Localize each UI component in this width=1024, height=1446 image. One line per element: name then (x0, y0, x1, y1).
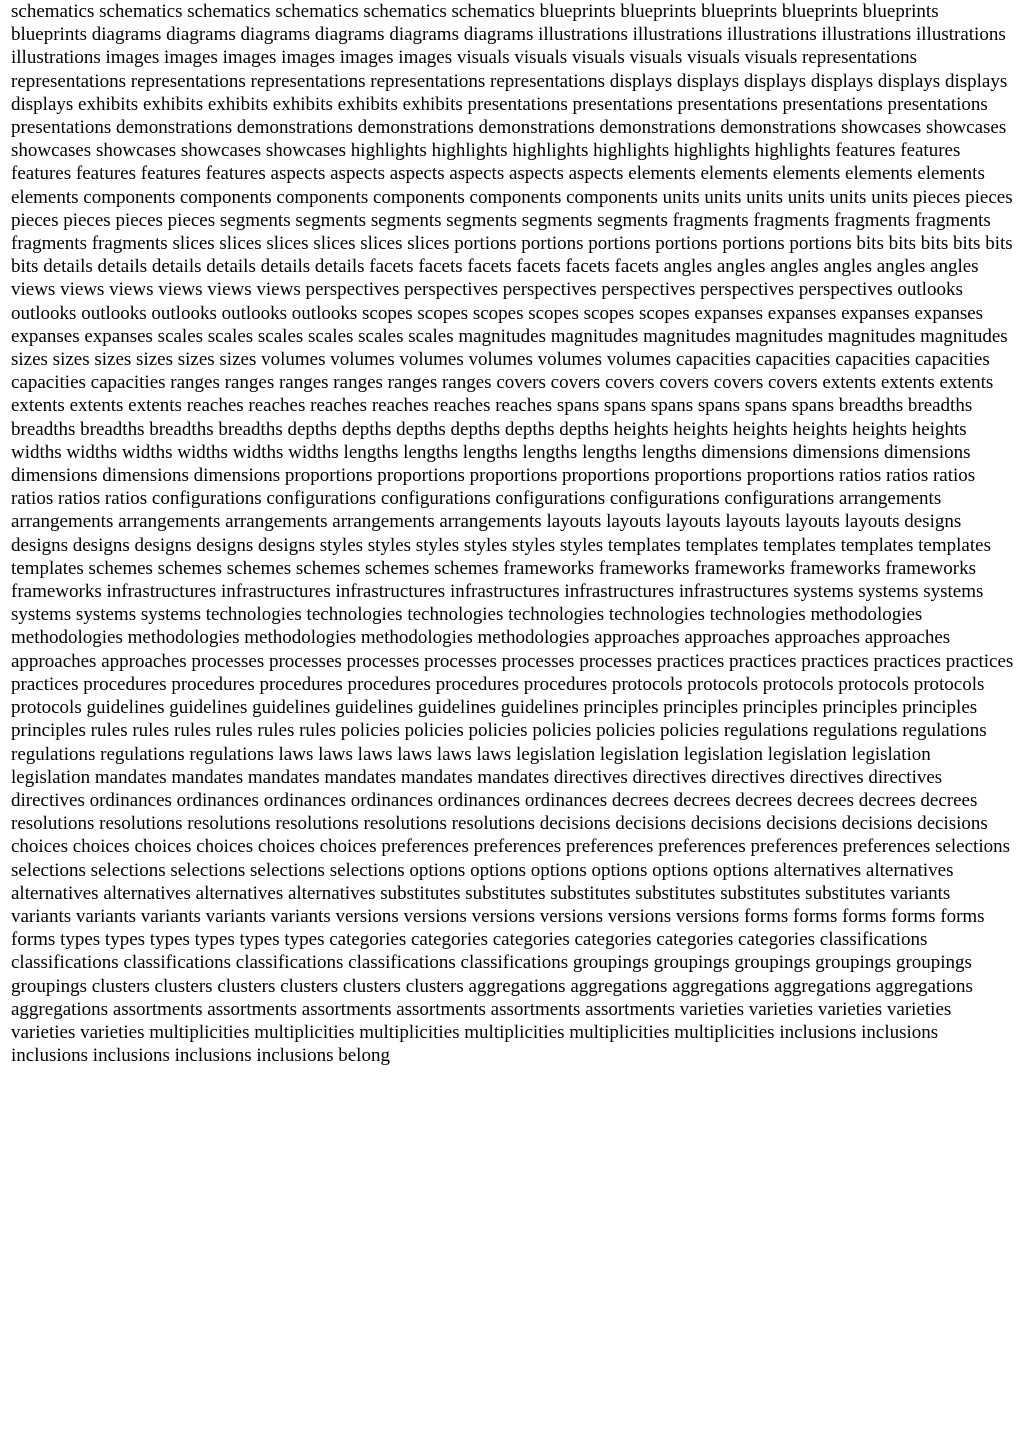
body-text: schematics schematics schematics schematics schematics schematics blueprints blueprints blueprints blueprints blueprints blueprints diagrams diagrams diagrams diagrams diagrams diagrams illustrations illustrations illustrations illustrations illustrations illustrations images images images images images images visuals visuals visuals visuals visuals visuals representations representations representations representations representations representations displays displays displays displays displays displays displays exhibits exhibits exhibits exhibits exhibits exhibits presentations presentations presentations presentations presentations presentations demonstrations demonstrations demonstrations demonstrations demonstrations demonstrations showcases showcases showcases showcases showcases showcases highlights highlights highlights highlights highlights highlights features features features features features features aspects aspects aspects aspects aspects aspects elements elements elements elements elements elements components components components components components components units units units units units units pieces pieces pieces pieces pieces pieces segments segments segments segments segments segments fragments fragments fragments fragments fragments fragments slices slices slices slices slices slices portions portions portions portions portions portions bits bits bits bits bits bits details details details details details details facets facets facets facets facets facets angles angles angles angles angles angles views views views views views views perspectives perspectives perspectives perspectives perspectives perspectives outlooks outlooks outlooks outlooks outlooks outlooks scopes scopes scopes scopes scopes scopes expanses expanses expanses expanses expanses expanses scales scales scales scales scales scales magnitudes magnitudes magnitudes magnitudes magnitudes magnitudes sizes sizes sizes sizes sizes sizes volumes volumes volumes volumes volumes volumes capacities capacities capacities capacities capacities capacities ranges ranges ranges ranges ranges ranges covers covers covers covers covers covers extents extents extents extents extents extents reaches reaches reaches reaches reaches reaches spans spans spans spans spans spans breadths breadths breadths breadths breadths breadths depths depths depths depths depths depths heights heights heights heights heights heights widths widths widths widths widths widths lengths lengths lengths lengths lengths lengths dimensions dimensions dimensions dimensions dimensions dimensions proportions proportions proportions proportions proportions proportions ratios ratios ratios ratios ratios ratios configurations configurations configurations configurations configurations configurations arrangements arrangements arrangements arrangements arrangements arrangements layouts layouts layouts layouts layouts layouts designs designs designs designs designs designs styles styles styles styles styles styles templates templates templates templates templates templates schemes schemes schemes schemes schemes schemes frameworks frameworks frameworks frameworks frameworks frameworks infrastructures infrastructures infrastructures infrastructures infrastructures infrastructures systems systems systems systems systems systems technologies technologies technologies technologies technologies technologies methodologies methodologies methodologies methodologies methodologies methodologies approaches approaches approaches approaches approaches approaches processes processes processes processes processes processes practices practices practices practices practices practices procedures procedures procedures procedures procedures procedures protocols protocols protocols protocols protocols protocols guidelines guidelines guidelines guidelines guidelines guidelines principles principles principles principles principles principles rules rules rules rules rules rules policies policies policies policies policies policies regulations regulations regulations regulations regulations regulations laws laws laws laws laws laws legislation legislation legislation legislation legislation legislation mandates mandates mandates mandates mandates mandates directives directives directives directives directives directives ordinances ordinances ordinances ordinances ordinances ordinances decrees decrees decrees decrees decrees decrees resolutions resolutions resolutions resolutions resolutions resolutions decisions decisions decisions decisions decisions decisions choices choices choices choices choices choices preferences preferences preferences preferences preferences preferences selections selections selections selections selections selections options options options options options options alternatives alternatives alternatives alternatives alternatives alternatives substitutes substitutes substitutes substitutes substitutes substitutes variants variants variants variants variants variants versions versions versions versions versions versions forms forms forms forms forms forms types types types types types types categories categories categories categories categories categories classifications classifications classifications classifications classifications classifications groupings groupings groupings groupings groupings groupings clusters clusters clusters clusters clusters clusters aggregations aggregations aggregations aggregations aggregations aggregations assortments assortments assortments assortments assortments assortments varieties varieties varieties varieties varieties varieties multiplicities multiplicities multiplicities multiplicities multiplicities multiplicities inclusions inclusions inclusions inclusions inclusions inclusions belong (11, 1, 1014, 1067)
